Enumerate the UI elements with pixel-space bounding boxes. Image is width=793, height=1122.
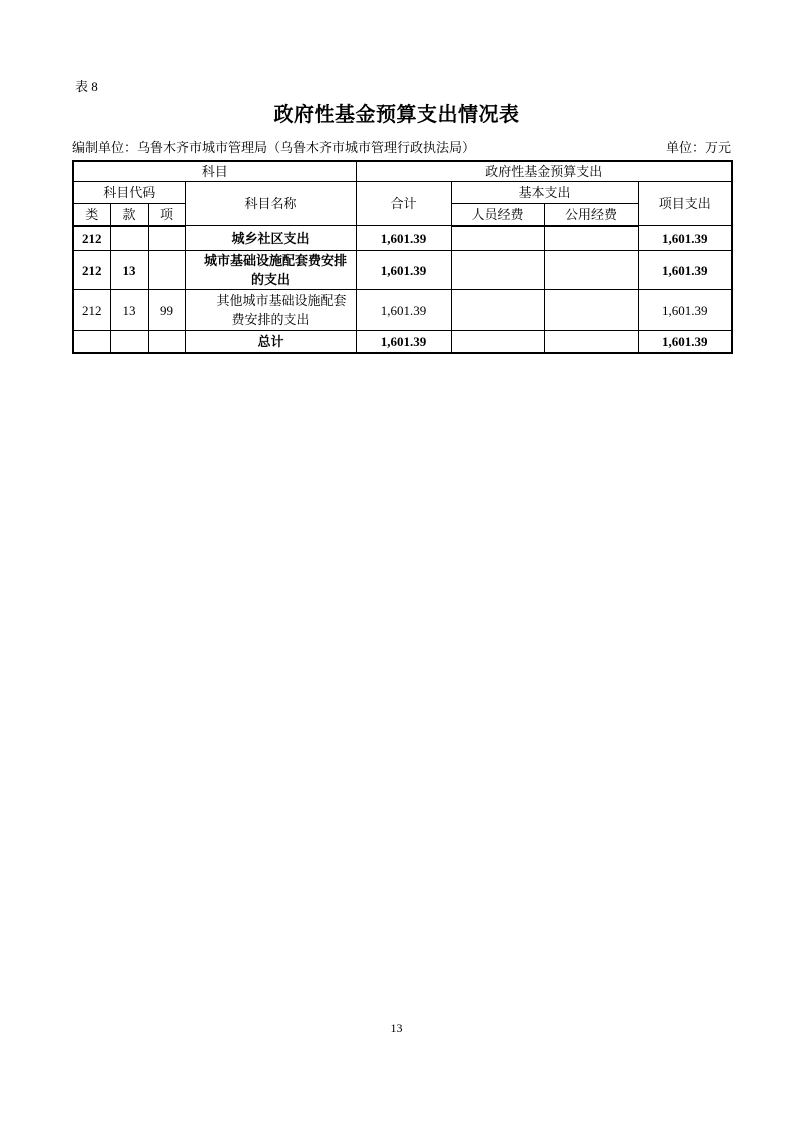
header-subject: 科目 [73,161,356,182]
info-line [72,139,731,156]
header-item: 项 [148,204,185,226]
cell-total: 1,601.39 [356,226,451,251]
cell-public-funds [544,331,638,353]
budget-expenditure-table [72,160,733,354]
header-fund-budget-expenditure: 政府性基金预算支出 [356,161,732,182]
header-subject-name: 科目名称 [185,182,356,226]
cell-total-label: 总计 [185,331,356,353]
cell-public-funds [544,226,638,251]
header-subject-code: 科目代码 [73,182,185,204]
cell-personnel-funds [451,251,544,290]
cell-personnel-funds [451,226,544,251]
cell-project-expenditure: 1,601.39 [638,290,732,331]
cell-category [73,331,110,353]
header-clause: 款 [110,204,148,226]
cell-project-expenditure: 1,601.39 [638,251,732,290]
cell-clause: 13 [110,251,148,290]
cell-subject-name: 城市基础设施配套费安排的支出 [185,251,356,290]
header-project-expenditure: 项目支出 [638,182,732,226]
cell-category: 212 [73,226,110,251]
cell-item [148,251,185,290]
cell-clause: 13 [110,290,148,331]
cell-clause [110,226,148,251]
table-row [73,290,732,331]
table-header-row-1 [73,161,732,182]
unit-note: 单位：万元 [665,140,731,155]
cell-item [148,331,185,353]
cell-public-funds [544,290,638,331]
cell-total: 1,601.39 [356,290,451,331]
cell-project-expenditure: 1,601.39 [638,331,732,353]
header-public-funds: 公用经费 [544,204,638,226]
cell-category: 212 [73,251,110,290]
cell-project-expenditure: 1,601.39 [638,226,732,251]
cell-total: 1,601.39 [356,251,451,290]
cell-category: 212 [73,290,110,331]
cell-item [148,226,185,251]
table-number-label: 表 8 [75,79,98,94]
cell-subject-name: 其他城市基础设施配套费安排的支出 [185,290,356,331]
header-category: 类 [73,204,110,226]
cell-total: 1,601.39 [356,331,451,353]
table-header-row-2 [73,182,732,204]
prepared-by-text: 编制单位：乌鲁木齐市城市管理局（乌鲁木齐市城市管理行政执法局） [72,140,476,155]
table-row [73,251,732,290]
header-personnel-funds: 人员经费 [451,204,544,226]
table-row [73,226,732,251]
page-number: 13 [390,1021,403,1035]
header-basic-expenditure: 基本支出 [451,182,638,204]
cell-personnel-funds [451,331,544,353]
cell-public-funds [544,251,638,290]
cell-personnel-funds [451,290,544,331]
cell-clause [110,331,148,353]
header-total: 合计 [356,182,451,226]
table-total-row [73,331,732,353]
cell-subject-name: 城乡社区支出 [185,226,356,251]
page-title: 政府性基金预算支出情况表 [273,104,520,126]
cell-item: 99 [148,290,185,331]
